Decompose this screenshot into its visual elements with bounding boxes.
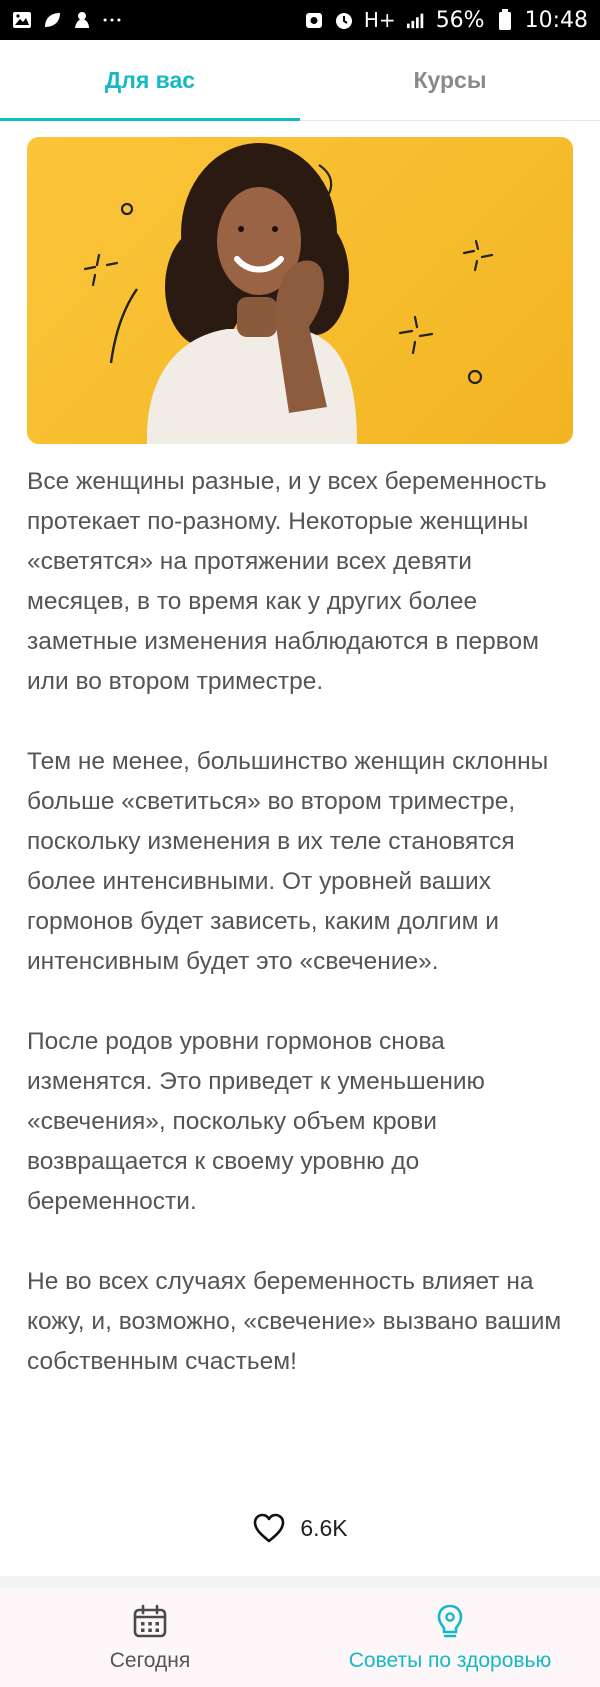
clock-icon (334, 10, 354, 30)
battery-icon (495, 10, 515, 30)
article-paragraph: После родов уровни гормонов снова изменятся. Это приведет к уменьшению «свечения», поскольку объем крови возвращается к своему уровню до беременности. (27, 1028, 485, 1215)
leaf-icon (42, 10, 62, 30)
nav-label-today: Сегодня (109, 1648, 191, 1672)
tab-courses[interactable]: Курсы (413, 66, 487, 93)
like-row (0, 1500, 600, 1556)
bottom-nav (0, 1588, 600, 1687)
nav-label-health-tips: Советы по здоровью (348, 1648, 552, 1672)
like-count: 6.6K (300, 1514, 348, 1541)
status-bar (0, 0, 600, 40)
alarm-icon (304, 10, 324, 30)
lightbulb-icon (431, 1603, 469, 1641)
hero-illustration (27, 137, 573, 444)
top-tabs (0, 40, 600, 121)
signal-icon (406, 10, 426, 30)
status-right (304, 8, 588, 33)
article-hero-image (27, 137, 573, 444)
status-left (12, 10, 122, 30)
heart-icon[interactable] (252, 1512, 286, 1544)
calendar-icon (131, 1603, 169, 1641)
bird-icon (72, 10, 92, 30)
nav-item-health-tips[interactable] (300, 1588, 600, 1687)
article-paragraph: Все женщины разные, и у всех беременность протекает по-разному. Некоторые женщины «светятся» на протяжении всех девяти месяцев, в то время как у других более заметные изменения наблюдаются в первом или во втором триместре. (27, 468, 547, 695)
network-type: H+ (363, 8, 396, 32)
nav-item-today[interactable] (0, 1588, 300, 1687)
battery-percent: 56% (435, 7, 485, 33)
gallery-icon (12, 10, 32, 30)
article-body (27, 462, 577, 1382)
article-paragraph: Не во всех случаях беременность влияет на кожу, и, возможно, «свечение» вызвано вашим собственным счастьем! (27, 1268, 562, 1375)
article-paragraph: Тем не менее, большинство женщин склонны больше «светиться» во втором триместре, поскольку изменения в их теле становятся более интенсивными. От уровней ваших гормонов будет зависеть, каким долгим и интенсивным будет это «свечение». (27, 748, 549, 975)
bottom-divider (0, 1576, 600, 1588)
status-time: 10:48 (524, 7, 588, 33)
tab-for-you[interactable]: Для вас (0, 40, 300, 120)
more-icon (102, 10, 122, 30)
